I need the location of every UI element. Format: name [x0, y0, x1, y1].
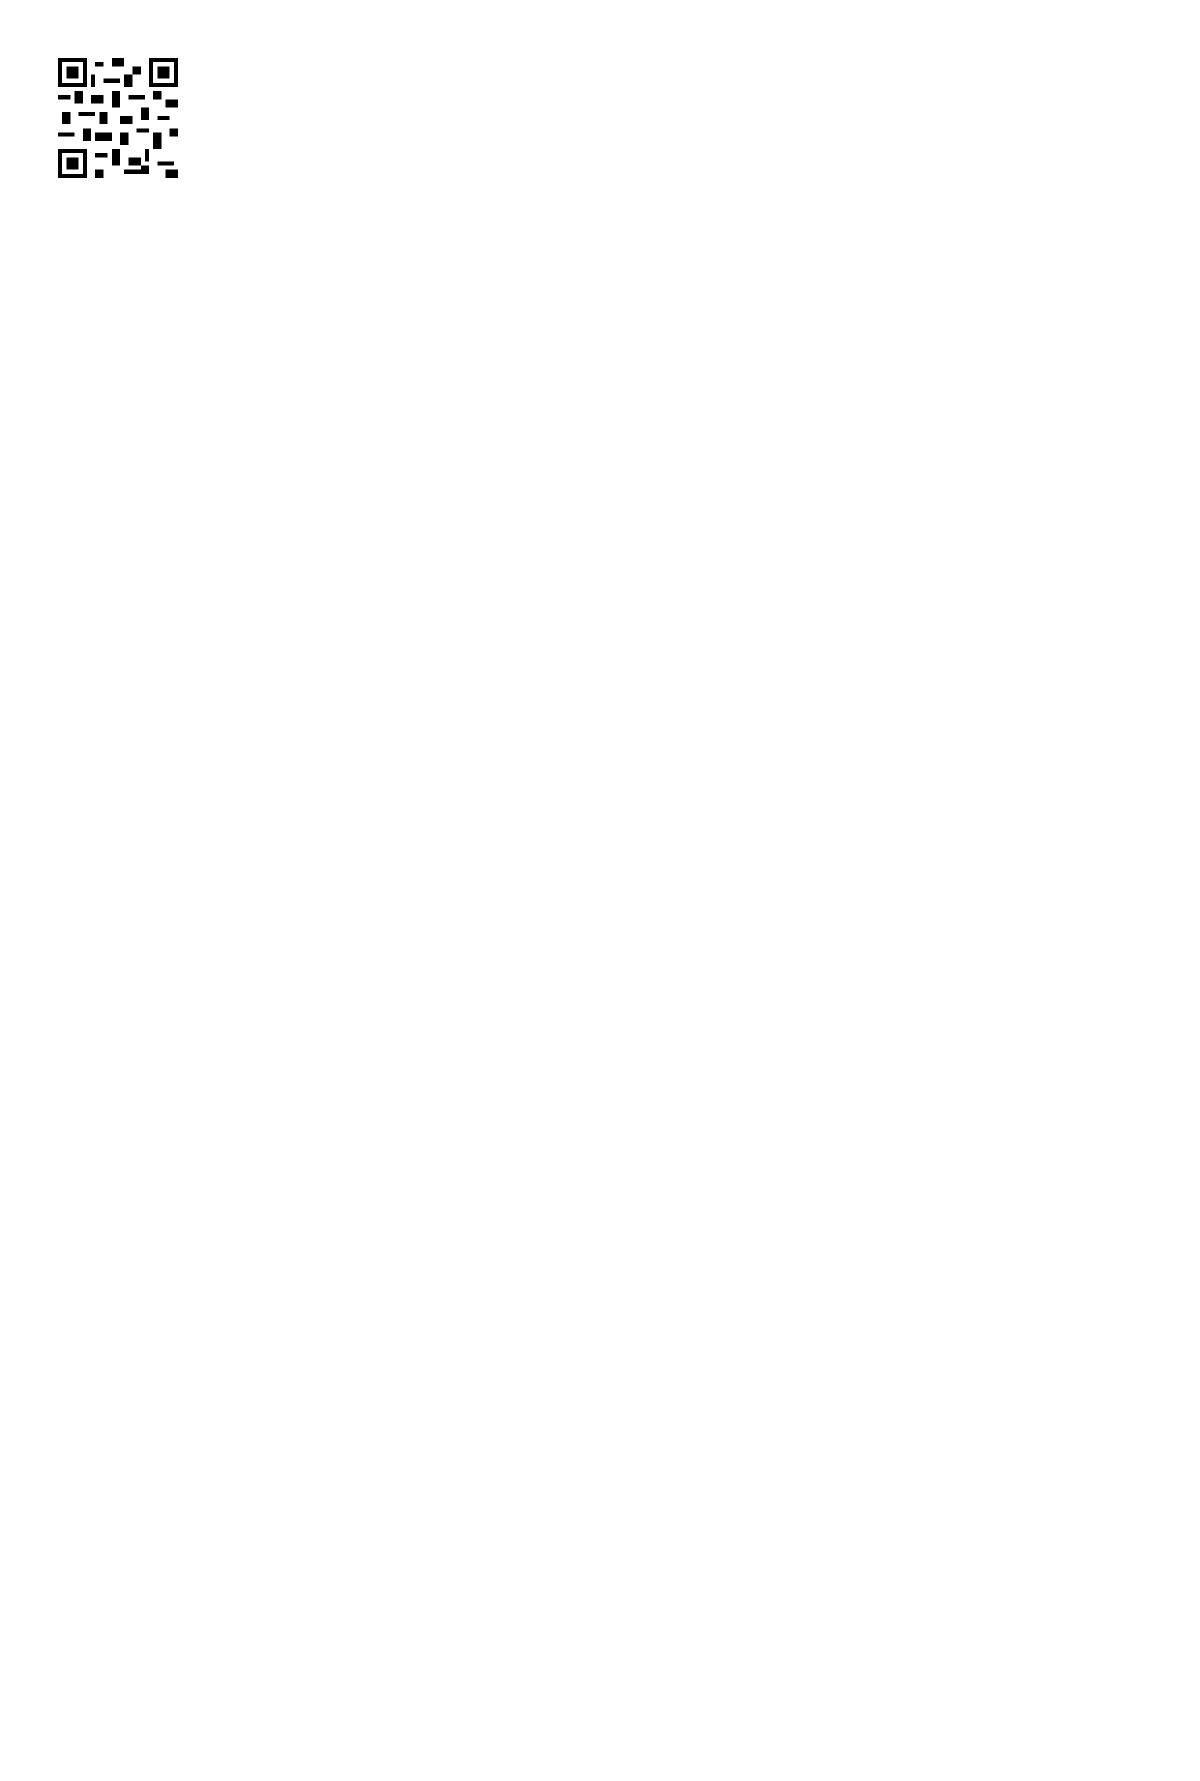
qr-code[interactable] — [58, 58, 178, 178]
